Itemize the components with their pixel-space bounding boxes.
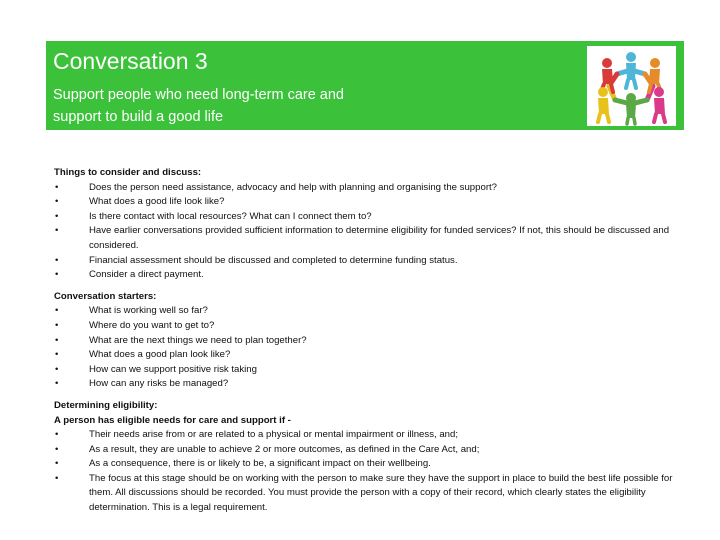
starters-heading: Conversation starters:	[54, 290, 157, 302]
list-item: • Where do you want to get to?	[54, 319, 684, 334]
list-item: • How can any risks be managed?	[54, 377, 684, 392]
list-item: • What are the next things we need to plan together?	[54, 334, 684, 349]
list-item: • Financial assessment should be discussed and completed to determine funding status.	[54, 254, 684, 269]
page-subtitle: Support people who need long-term care and support to build a good life	[53, 87, 344, 125]
page-title: Conversation 3	[53, 48, 208, 74]
list-item: • What is working well so far?	[54, 304, 684, 319]
starters-list	[54, 304, 684, 392]
list-item: • Consider a direct payment.	[54, 268, 684, 283]
eligibility-section	[54, 399, 684, 516]
starters-section	[54, 290, 684, 392]
header-banner	[46, 41, 684, 130]
list-item: • What does a good plan look like?	[54, 348, 684, 363]
eligibility-heading: Determining eligibility:	[54, 399, 158, 411]
list-item: • Is there contact with local resources? What can I connect them to?	[54, 210, 684, 225]
considerations-section	[54, 166, 684, 283]
considerations-list	[54, 181, 684, 283]
list-item: • Their needs arise from or are related to a physical or mental impairment or illness, and;	[54, 428, 684, 443]
list-item: • As a consequence, there is or likely to be, a significant impact on their wellbeing.	[54, 457, 684, 472]
list-item: • Does the person need assistance, advocacy and help with planning and organising the support?	[54, 181, 684, 196]
considerations-heading: Things to consider and discuss:	[54, 167, 202, 178]
eligibility-list	[54, 428, 684, 516]
list-item: • How can we support positive risk taking	[54, 363, 684, 378]
list-item: • What does a good life look like?	[54, 195, 684, 210]
content-body	[54, 166, 684, 523]
list-item: • The focus at this stage should be on working with the person to make sure they have the support in place to build the best life possible for them. All discussions should be recorded. You must provide the person with a copy of their record, which clearly states the eligibility determination. This is a legal requirement.	[54, 472, 684, 516]
eligibility-subheading: A person has eligible needs for care and support if -	[54, 414, 291, 426]
list-item: • Have earlier conversations provided sufficient information to determine eligibility for funded services? If not, this should be discussed and considered.	[54, 224, 684, 253]
people-circle-icon	[587, 46, 676, 126]
list-item: • As a result, they are unable to achieve 2 or more outcomes, as defined in the Care Act, and;	[54, 443, 684, 458]
